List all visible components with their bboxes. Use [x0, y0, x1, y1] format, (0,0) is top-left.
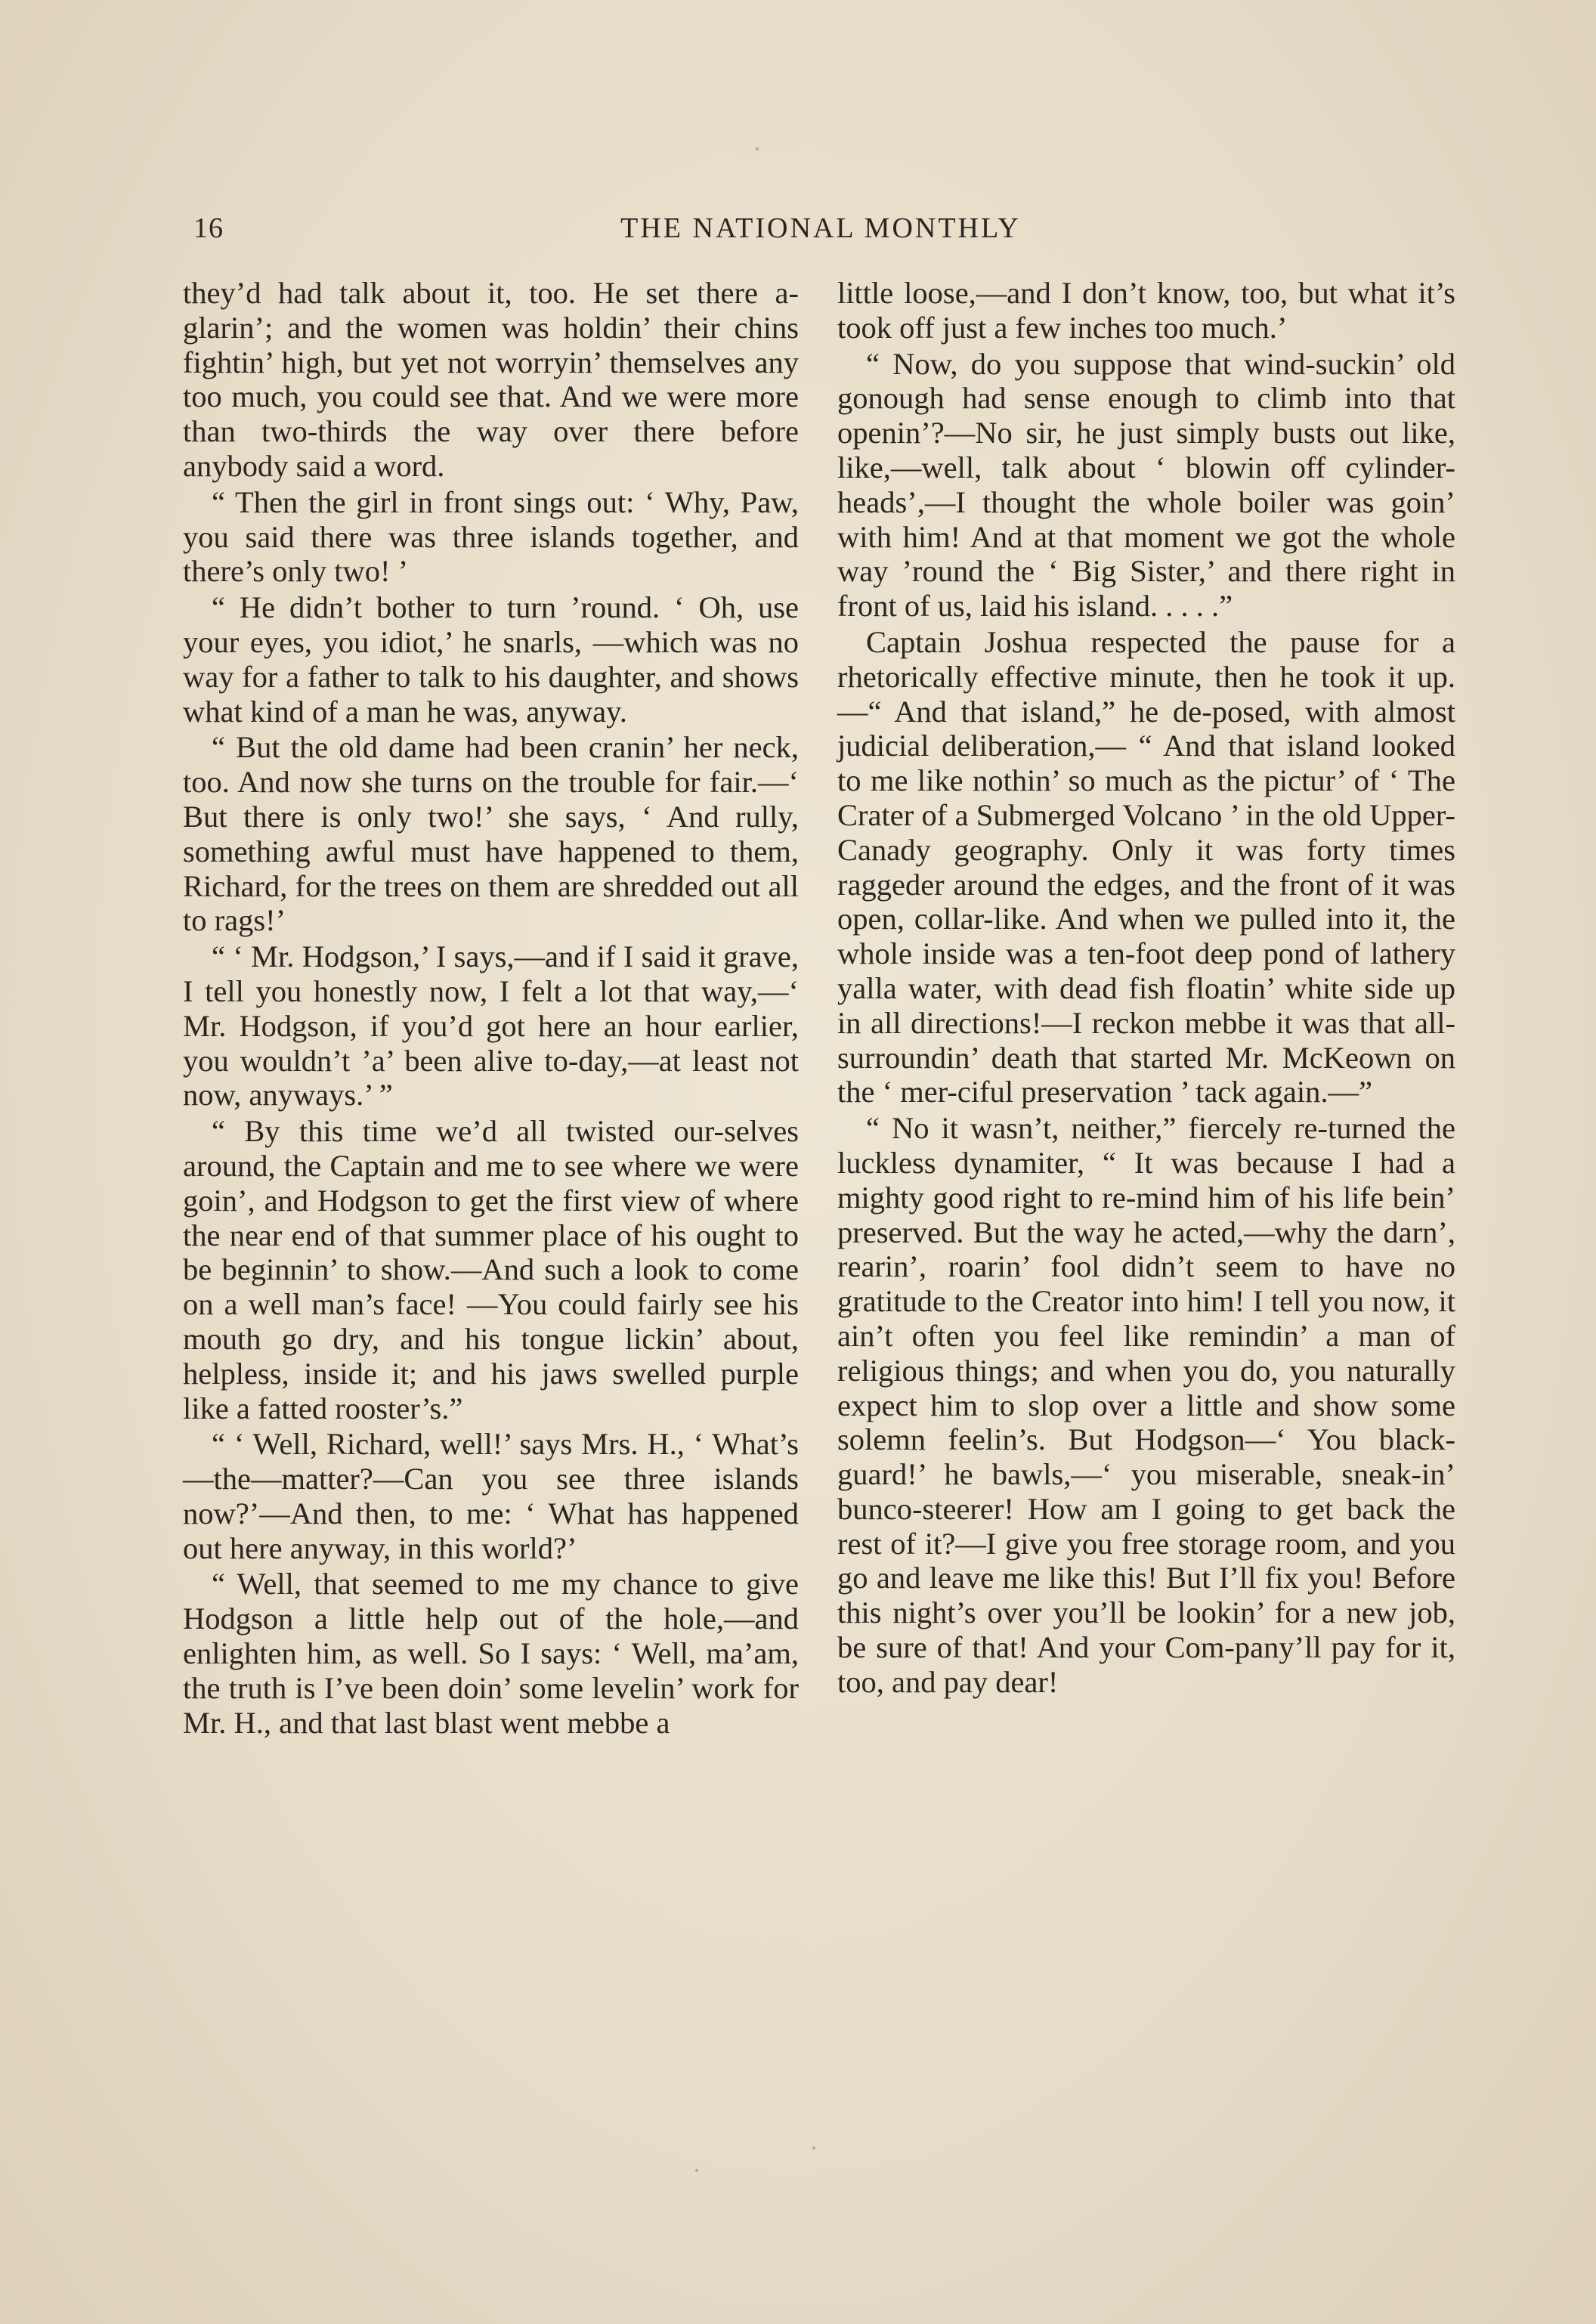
page-number: 16	[193, 212, 224, 244]
paragraph: “ ‘ Mr. Hodgson,’ I says,—and if I said it grave, I tell you honestly now, I felt a lot that way,—‘ Mr. Hodgson, if you’d got here an hour earlier, you wouldn’t ’a’ been alive to-day,—at least not now, anyways.’ ”	[183, 939, 799, 1112]
paragraph: “ Now, do you suppose that wind-suckin’ old gonough had sense enough to climb into that openin’?—No sir, he just simply busts out like, like,—well, talk about ‘ blowin off cylinder-heads’,—I thought the whole boiler was goin’ with him! And at that moment we got the whole way ’round the ‘ Big Sister,’ and there right in front of us, laid his island. . . . .”	[837, 346, 1455, 624]
running-head: THE NATIONAL MONTHLY	[620, 212, 1021, 244]
paper-fleck	[812, 2146, 815, 2149]
paragraph: they’d had talk about it, too. He set there a-glarin’; and the women was holdin’ their chins fightin’ high, but yet not worryin’ themselves any too much, you could see that. And we were more than two-thirds the way over there before anybody said a word.	[183, 276, 799, 483]
paragraph: “ Well, that seemed to me my chance to give Hodgson a little help out of the hole,—and enlighten him, as well. So I says: ‘ Well, ma’am, the truth is I’ve been doin’ some levelin’ work for Mr. H., and that last blast went mebbe a	[183, 1567, 799, 1740]
paragraph: “ No it wasn’t, neither,” fiercely re-turned the luckless dynamiter, “ It was because I had a mighty good right to re-mind him of his life bein’ preserved. But the way he acted,—why the darn’, rearin’, roarin’ fool didn’t seem to have no gratitude to the Creator into him! I tell you now, it ain’t often you feel like remindin’ a man of religious things; and when you do, you naturally expect him to slop over a little and show some solemn feelin’s. But Hodgson—‘ You black-guard!’ he bawls,—‘ you miserable, sneak-in’ bunco-steerer! How am I going to get back the rest of it?—I give you free storage room, and you go and leave me like this! But I’ll fix you! Before this night’s over you’ll be lookin’ for a new job, be sure of that! And your Com-pany’ll pay for it, too, and pay dear!	[837, 1111, 1455, 1699]
left-column	[183, 276, 799, 1741]
page-header	[193, 204, 1448, 249]
paper-fleck	[695, 2169, 698, 2172]
paragraph: Captain Joshua respected the pause for a rhetorically effective minute, then he took it up.—“ And that island,” he de-posed, with almost judicial deliberation,— “ And that island looked to me like nothin’ so much as the pictur’ of ‘ The Crater of a Submerged Volcano ’ in the old Upper-Canady geography. Only it was forty times raggeder around the edges, and the front of it was open, collar-like. And when we pulled into it, the whole inside was a ten-foot deep pond of lathery yalla water, with dead fish floatin’ white side up in all directions!—I reckon mebbe it was that all-surroundin’ death that started Mr. McKeown on the ‘ mer-ciful preservation ’ tack again.—”	[837, 624, 1455, 1109]
paper-fleck	[756, 147, 759, 150]
right-column	[837, 276, 1455, 1701]
paragraph: “ He didn’t bother to turn ’round. ‘ Oh, use your eyes, you idiot,’ he snarls, —which was no way for a father to talk to his daughter, and shows what kind of a man he was, anyway.	[183, 590, 799, 729]
paragraph: “ Then the girl in front sings out: ‘ Why, Paw, you said there was three islands together, and there’s only two! ’	[183, 484, 799, 589]
paragraph: “ By this time we’d all twisted our-selves around, the Captain and me to see where we were goin’, and Hodgson to get the first view of where the near end of that summer place of his ought to be beginnin’ to show.—And such a look to come on a well man’s face! —You could fairly see his mouth go dry, and his tongue lickin’ about, helpless, inside it; and his jaws swelled purple like a fatted rooster’s.”	[183, 1114, 799, 1425]
paragraph: little loose,—and I don’t know, too, but what it’s took off just a few inches too much.’	[837, 276, 1455, 345]
paragraph: “ ‘ Well, Richard, well!’ says Mrs. H., ‘ What’s—the—matter?—Can you see three islands now?’—And then, to me: ‘ What has happened out here anyway, in this world?’	[183, 1427, 799, 1565]
paragraph: “ But the old dame had been cranin’ her neck, too. And now she turns on the trouble for fair.—‘ But there is only two!’ she says, ‘ And rully, something awful must have happened to them, Richard, for the trees on them are shredded out all to rags!’	[183, 730, 799, 938]
